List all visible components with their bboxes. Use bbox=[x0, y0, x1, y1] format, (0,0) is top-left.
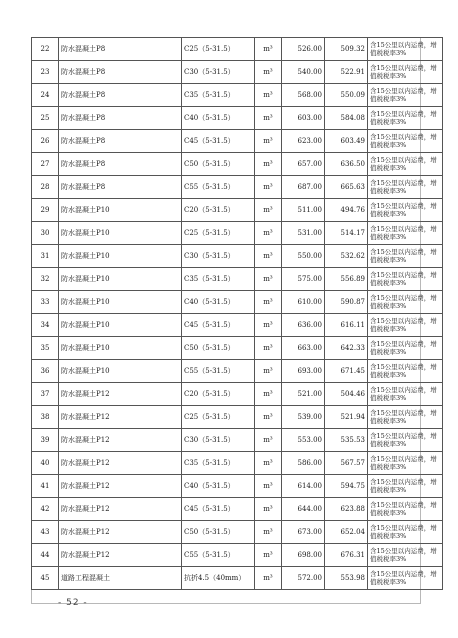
specification-cell: C50（5-31.5） bbox=[182, 337, 255, 360]
price-with-tax-cell: 531.00 bbox=[282, 222, 325, 245]
price-without-tax-cell: 567.57 bbox=[325, 452, 368, 475]
specification-cell: C30（5-31.5） bbox=[182, 245, 255, 268]
material-name-cell: 防水混凝土P12 bbox=[59, 521, 182, 544]
remark-cell: 含15公里以内运费，增值税税率3% bbox=[368, 107, 443, 130]
unit-cell: m³ bbox=[255, 452, 282, 475]
material-name-cell: 防水混凝土P8 bbox=[59, 130, 182, 153]
unit-cell: m³ bbox=[255, 337, 282, 360]
price-without-tax-cell: 494.76 bbox=[325, 199, 368, 222]
remark-cell: 含15公里以内运费，增值税税率3% bbox=[368, 84, 443, 107]
unit-cell: m³ bbox=[255, 268, 282, 291]
material-name-cell: 防水混凝土P8 bbox=[59, 38, 182, 61]
unit-cell: m³ bbox=[255, 84, 282, 107]
row-number-cell: 39 bbox=[32, 429, 59, 452]
unit-cell: m³ bbox=[255, 61, 282, 84]
price-table bbox=[31, 37, 443, 590]
row-number-cell: 40 bbox=[32, 452, 59, 475]
price-without-tax-cell: 594.75 bbox=[325, 475, 368, 498]
unit-cell: m³ bbox=[255, 153, 282, 176]
material-name-cell: 防水混凝土P10 bbox=[59, 360, 182, 383]
remark-cell: 含15公里以内运费，增值税税率3% bbox=[368, 268, 443, 291]
price-without-tax-cell: 509.32 bbox=[325, 38, 368, 61]
row-number-cell: 45 bbox=[32, 567, 59, 590]
price-without-tax-cell: 522.91 bbox=[325, 61, 368, 84]
material-name-cell: 防水混凝土P10 bbox=[59, 314, 182, 337]
table-row bbox=[32, 567, 443, 590]
table-row bbox=[32, 61, 443, 84]
remark-cell: 含15公里以内运费，增值税税率3% bbox=[368, 567, 443, 590]
table-row bbox=[32, 475, 443, 498]
specification-cell: C25（5-31.5） bbox=[182, 406, 255, 429]
specification-cell: C55（5-31.5） bbox=[182, 360, 255, 383]
material-name-cell: 防水混凝土P10 bbox=[59, 337, 182, 360]
price-with-tax-cell: 610.00 bbox=[282, 291, 325, 314]
specification-cell: C50（5-31.5） bbox=[182, 153, 255, 176]
price-without-tax-cell: 623.88 bbox=[325, 498, 368, 521]
price-without-tax-cell: 603.49 bbox=[325, 130, 368, 153]
remark-cell: 含15公里以内运费，增值税税率3% bbox=[368, 291, 443, 314]
unit-cell: m³ bbox=[255, 544, 282, 567]
price-without-tax-cell: 676.31 bbox=[325, 544, 368, 567]
price-without-tax-cell: 652.04 bbox=[325, 521, 368, 544]
row-number-cell: 30 bbox=[32, 222, 59, 245]
page-number: - 52 - bbox=[58, 598, 88, 608]
price-without-tax-cell: 636.50 bbox=[325, 153, 368, 176]
table-row bbox=[32, 452, 443, 475]
specification-cell: C30（5-31.5） bbox=[182, 429, 255, 452]
price-with-tax-cell: 614.00 bbox=[282, 475, 325, 498]
material-name-cell: 防水混凝土P12 bbox=[59, 498, 182, 521]
row-number-cell: 31 bbox=[32, 245, 59, 268]
price-without-tax-cell: 553.98 bbox=[325, 567, 368, 590]
table-row bbox=[32, 38, 443, 61]
unit-cell: m³ bbox=[255, 314, 282, 337]
specification-cell: C35（5-31.5） bbox=[182, 84, 255, 107]
price-with-tax-cell: 693.00 bbox=[282, 360, 325, 383]
unit-cell: m³ bbox=[255, 245, 282, 268]
remark-cell: 含15公里以内运费，增值税税率3% bbox=[368, 130, 443, 153]
material-name-cell: 防水混凝土P12 bbox=[59, 544, 182, 567]
table-row bbox=[32, 291, 443, 314]
table-row bbox=[32, 498, 443, 521]
material-name-cell: 防水混凝土P12 bbox=[59, 475, 182, 498]
row-number-cell: 35 bbox=[32, 337, 59, 360]
table-row bbox=[32, 176, 443, 199]
price-without-tax-cell: 556.89 bbox=[325, 268, 368, 291]
price-with-tax-cell: 663.00 bbox=[282, 337, 325, 360]
table-row bbox=[32, 360, 443, 383]
table-row bbox=[32, 199, 443, 222]
price-with-tax-cell: 603.00 bbox=[282, 107, 325, 130]
price-with-tax-cell: 575.00 bbox=[282, 268, 325, 291]
price-without-tax-cell: 671.45 bbox=[325, 360, 368, 383]
row-number-cell: 34 bbox=[32, 314, 59, 337]
material-name-cell: 防水混凝土P8 bbox=[59, 84, 182, 107]
price-with-tax-cell: 511.00 bbox=[282, 199, 325, 222]
row-number-cell: 25 bbox=[32, 107, 59, 130]
price-with-tax-cell: 687.00 bbox=[282, 176, 325, 199]
material-name-cell: 防水混凝土P10 bbox=[59, 199, 182, 222]
price-with-tax-cell: 539.00 bbox=[282, 406, 325, 429]
price-with-tax-cell: 657.00 bbox=[282, 153, 325, 176]
material-name-cell: 防水混凝土P10 bbox=[59, 291, 182, 314]
row-number-cell: 38 bbox=[32, 406, 59, 429]
row-number-cell: 36 bbox=[32, 360, 59, 383]
table-row bbox=[32, 314, 443, 337]
unit-cell: m³ bbox=[255, 475, 282, 498]
table-row bbox=[32, 153, 443, 176]
remark-cell: 含15公里以内运费，增值税税率3% bbox=[368, 314, 443, 337]
row-number-cell: 26 bbox=[32, 130, 59, 153]
material-name-cell: 防水混凝土P12 bbox=[59, 452, 182, 475]
row-number-cell: 29 bbox=[32, 199, 59, 222]
price-without-tax-cell: 521.94 bbox=[325, 406, 368, 429]
remark-cell: 含15公里以内运费，增值税税率3% bbox=[368, 245, 443, 268]
row-number-cell: 43 bbox=[32, 521, 59, 544]
remark-cell: 含15公里以内运费，增值税税率3% bbox=[368, 337, 443, 360]
table-row bbox=[32, 383, 443, 406]
specification-cell: C20（5-31.5） bbox=[182, 383, 255, 406]
price-without-tax-cell: 616.11 bbox=[325, 314, 368, 337]
price-with-tax-cell: 644.00 bbox=[282, 498, 325, 521]
unit-cell: m³ bbox=[255, 130, 282, 153]
specification-cell: C40（5-31.5） bbox=[182, 291, 255, 314]
unit-cell: m³ bbox=[255, 360, 282, 383]
price-without-tax-cell: 584.08 bbox=[325, 107, 368, 130]
remark-cell: 含15公里以内运费，增值税税率3% bbox=[368, 452, 443, 475]
row-number-cell: 32 bbox=[32, 268, 59, 291]
specification-cell: C50（5-31.5） bbox=[182, 521, 255, 544]
specification-cell: C45（5-31.5） bbox=[182, 130, 255, 153]
price-with-tax-cell: 521.00 bbox=[282, 383, 325, 406]
unit-cell: m³ bbox=[255, 107, 282, 130]
remark-cell: 含15公里以内运费，增值税税率3% bbox=[368, 360, 443, 383]
unit-cell: m³ bbox=[255, 406, 282, 429]
price-with-tax-cell: 572.00 bbox=[282, 567, 325, 590]
material-name-cell: 防水混凝土P12 bbox=[59, 429, 182, 452]
table-row bbox=[32, 268, 443, 291]
unit-cell: m³ bbox=[255, 38, 282, 61]
table-row bbox=[32, 130, 443, 153]
price-without-tax-cell: 532.62 bbox=[325, 245, 368, 268]
specification-cell: C55（5-31.5） bbox=[182, 176, 255, 199]
unit-cell: m³ bbox=[255, 291, 282, 314]
table-row bbox=[32, 406, 443, 429]
table-row bbox=[32, 521, 443, 544]
unit-cell: m³ bbox=[255, 199, 282, 222]
remark-cell: 含15公里以内运费，增值税税率3% bbox=[368, 406, 443, 429]
specification-cell: C45（5-31.5） bbox=[182, 314, 255, 337]
specification-cell: C45（5-31.5） bbox=[182, 498, 255, 521]
remark-cell: 含15公里以内运费，增值税税率3% bbox=[368, 153, 443, 176]
specification-cell: C35（5-31.5） bbox=[182, 268, 255, 291]
remark-cell: 含15公里以内运费，增值税税率3% bbox=[368, 176, 443, 199]
material-name-cell: 防水混凝土P10 bbox=[59, 222, 182, 245]
price-with-tax-cell: 623.00 bbox=[282, 130, 325, 153]
table-row bbox=[32, 84, 443, 107]
specification-cell: C40（5-31.5） bbox=[182, 475, 255, 498]
row-number-cell: 23 bbox=[32, 61, 59, 84]
material-name-cell: 防水混凝土P12 bbox=[59, 383, 182, 406]
remark-cell: 含15公里以内运费，增值税税率3% bbox=[368, 498, 443, 521]
remark-cell: 含15公里以内运费，增值税税率3% bbox=[368, 383, 443, 406]
remark-cell: 含15公里以内运费，增值税税率3% bbox=[368, 38, 443, 61]
remark-cell: 含15公里以内运费，增值税税率3% bbox=[368, 222, 443, 245]
row-number-cell: 33 bbox=[32, 291, 59, 314]
material-name-cell: 防水混凝土P10 bbox=[59, 245, 182, 268]
table-row bbox=[32, 222, 443, 245]
remark-cell: 含15公里以内运费，增值税税率3% bbox=[368, 475, 443, 498]
table-row bbox=[32, 107, 443, 130]
row-number-cell: 27 bbox=[32, 153, 59, 176]
row-number-cell: 24 bbox=[32, 84, 59, 107]
row-number-cell: 37 bbox=[32, 383, 59, 406]
unit-cell: m³ bbox=[255, 429, 282, 452]
specification-cell: C30（5-31.5） bbox=[182, 61, 255, 84]
table-row bbox=[32, 245, 443, 268]
unit-cell: m³ bbox=[255, 383, 282, 406]
price-without-tax-cell: 550.09 bbox=[325, 84, 368, 107]
price-with-tax-cell: 540.00 bbox=[282, 61, 325, 84]
specification-cell: C25（5-31.5） bbox=[182, 222, 255, 245]
unit-cell: m³ bbox=[255, 498, 282, 521]
remark-cell: 含15公里以内运费，增值税税率3% bbox=[368, 199, 443, 222]
table-row bbox=[32, 544, 443, 567]
material-name-cell: 防水混凝土P8 bbox=[59, 153, 182, 176]
unit-cell: m³ bbox=[255, 567, 282, 590]
table-row bbox=[32, 429, 443, 452]
price-table-body bbox=[32, 38, 443, 590]
row-number-cell: 42 bbox=[32, 498, 59, 521]
remark-cell: 含15公里以内运费，增值税税率3% bbox=[368, 429, 443, 452]
material-name-cell: 道路工程混凝土 bbox=[59, 567, 182, 590]
row-number-cell: 28 bbox=[32, 176, 59, 199]
material-name-cell: 防水混凝土P12 bbox=[59, 406, 182, 429]
remark-cell: 含15公里以内运费，增值税税率3% bbox=[368, 521, 443, 544]
remark-cell: 含15公里以内运费，增值税税率3% bbox=[368, 61, 443, 84]
material-name-cell: 防水混凝土P8 bbox=[59, 176, 182, 199]
specification-cell: C20（5-31.5） bbox=[182, 199, 255, 222]
price-with-tax-cell: 586.00 bbox=[282, 452, 325, 475]
price-without-tax-cell: 535.53 bbox=[325, 429, 368, 452]
price-without-tax-cell: 514.17 bbox=[325, 222, 368, 245]
specification-cell: C35（5-31.5） bbox=[182, 452, 255, 475]
price-without-tax-cell: 504.46 bbox=[325, 383, 368, 406]
price-with-tax-cell: 673.00 bbox=[282, 521, 325, 544]
unit-cell: m³ bbox=[255, 521, 282, 544]
material-name-cell: 防水混凝土P8 bbox=[59, 107, 182, 130]
specification-cell: 抗折4.5（40mm） bbox=[182, 567, 255, 590]
unit-cell: m³ bbox=[255, 222, 282, 245]
row-number-cell: 22 bbox=[32, 38, 59, 61]
price-with-tax-cell: 568.00 bbox=[282, 84, 325, 107]
price-without-tax-cell: 590.87 bbox=[325, 291, 368, 314]
unit-cell: m³ bbox=[255, 176, 282, 199]
price-with-tax-cell: 636.00 bbox=[282, 314, 325, 337]
table-row bbox=[32, 337, 443, 360]
price-without-tax-cell: 665.63 bbox=[325, 176, 368, 199]
price-with-tax-cell: 698.00 bbox=[282, 544, 325, 567]
specification-cell: C55（5-31.5） bbox=[182, 544, 255, 567]
material-name-cell: 防水混凝土P8 bbox=[59, 61, 182, 84]
price-without-tax-cell: 642.33 bbox=[325, 337, 368, 360]
price-with-tax-cell: 550.00 bbox=[282, 245, 325, 268]
specification-cell: C25（5-31.5） bbox=[182, 38, 255, 61]
material-name-cell: 防水混凝土P10 bbox=[59, 268, 182, 291]
remark-cell: 含15公里以内运费，增值税税率3% bbox=[368, 544, 443, 567]
specification-cell: C40（5-31.5） bbox=[182, 107, 255, 130]
row-number-cell: 44 bbox=[32, 544, 59, 567]
price-with-tax-cell: 526.00 bbox=[282, 38, 325, 61]
price-with-tax-cell: 553.00 bbox=[282, 429, 325, 452]
row-number-cell: 41 bbox=[32, 475, 59, 498]
